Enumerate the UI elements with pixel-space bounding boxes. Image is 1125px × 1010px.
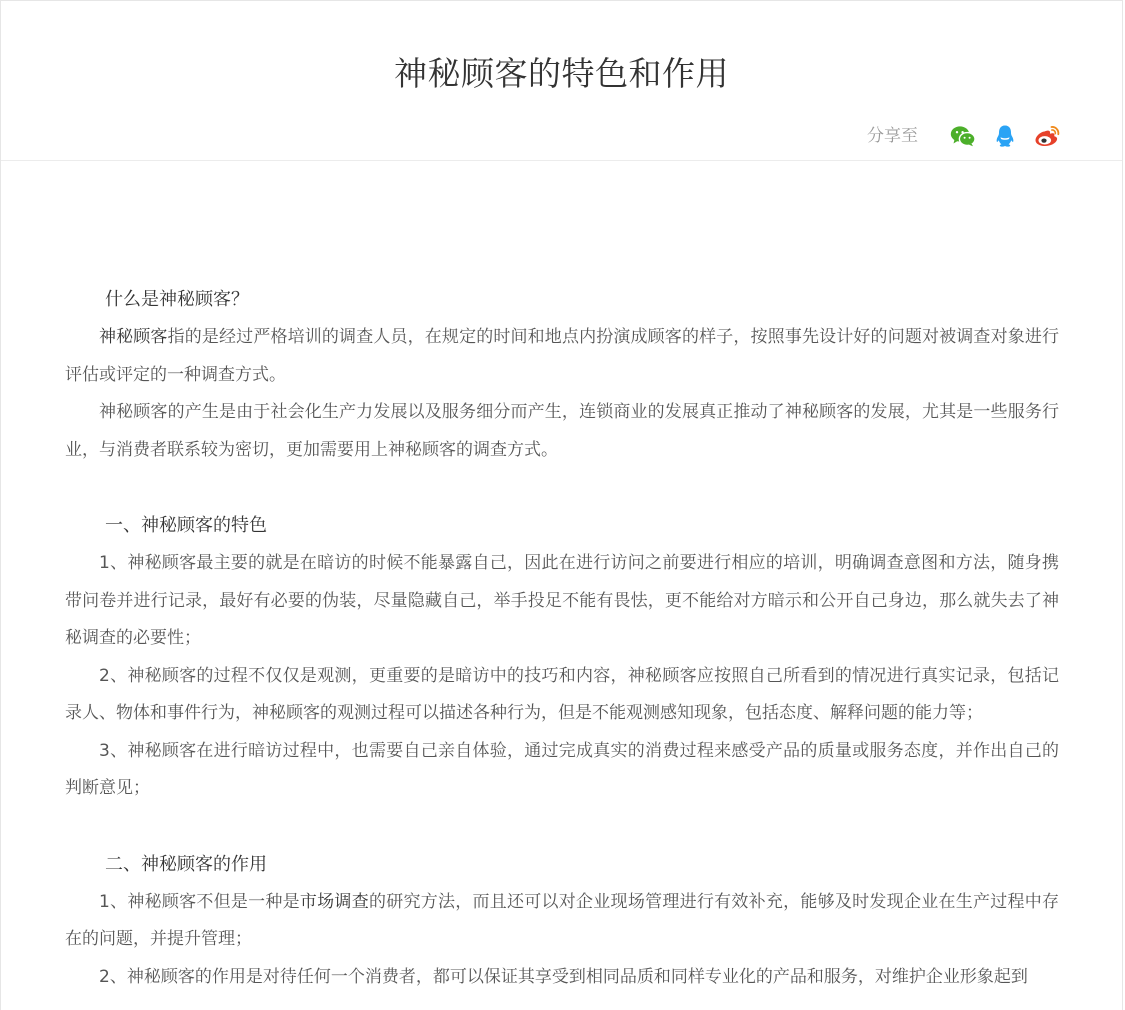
- page-title: 神秘顾客的特色和作用: [394, 54, 729, 93]
- section-heading-features: 一、神秘顾客的特色: [105, 515, 267, 536]
- paragraph-text: 指的是经过严格培训的调查人员，在规定的时间和地点内扮演成顾客的样子，按照事先设计好的问题对被调查对象进行评估或评定的一种调查方式。: [65, 327, 1060, 385]
- share-label: 分享至: [867, 126, 918, 146]
- paragraph-text: 的研究方法，而且还可以对企业现场管理进行有效补充，能够及时发现企业在生产过程中存在的问题，并提升管理；: [65, 891, 1060, 949]
- paragraph-text: 1、神秘顾客不但是一种是: [99, 891, 300, 912]
- share-bar: [867, 121, 1060, 151]
- paragraph: 1、神秘顾客最主要的就是在暗访的时候不能暴露自己，因此在进行访问之前要进行相应的培训，明确调查意图和方法，随身携带问卷并进行记录，最好有必要的伪装，尽量隐藏自己，举手投足不能有畏怯，更不能给对方暗示和公开自己身边，那么就失去了神秘调查的必要性；: [65, 553, 1059, 648]
- mystery-customer-link[interactable]: 神秘顾客: [99, 327, 168, 347]
- paragraph: [65, 319, 1059, 394]
- section-heading-what-is: 什么是神秘顾客？: [105, 289, 249, 310]
- paragraph: [65, 884, 1059, 959]
- paragraph: 2、神秘顾客的过程不仅仅是观测，更重要的是暗访中的技巧和内容，神秘顾客应按照自己所看到的情况进行真实记录，包括记录人、物体和事件行为，神秘顾客的观测过程可以描述各种行为，但是不能观测感知现象，包括态度、解释问题的能力等；: [65, 665, 1059, 723]
- paragraph: 神秘顾客的产生是由于社会化生产力发展以及服务细分而产生，连锁商业的发展真正推动了神秘顾客的发展，尤其是一些服务行业，与消费者联系较为密切，更加需要用上神秘顾客的调查方式。: [65, 402, 1059, 460]
- wechat-icon[interactable]: [950, 123, 976, 149]
- paragraph: 2、神秘顾客的作用是对待任何一个消费者，都可以保证其享受到相同品质和同样专业化的产品和服务，对维护企业形象起到: [99, 966, 1028, 987]
- paragraph: 3、神秘顾客在进行暗访过程中，也需要自己亲自体验，通过完成真实的消费过程来感受产品的质量或服务态度，并作出自己的判断意见；: [65, 740, 1059, 798]
- article-body: [65, 281, 1059, 996]
- section-heading-functions: 二、神秘顾客的作用: [105, 853, 267, 875]
- qq-icon[interactable]: [992, 123, 1018, 149]
- article-header: [1, 1, 1122, 161]
- market-research-link[interactable]: 市场调查: [299, 891, 369, 912]
- weibo-icon[interactable]: [1034, 123, 1060, 149]
